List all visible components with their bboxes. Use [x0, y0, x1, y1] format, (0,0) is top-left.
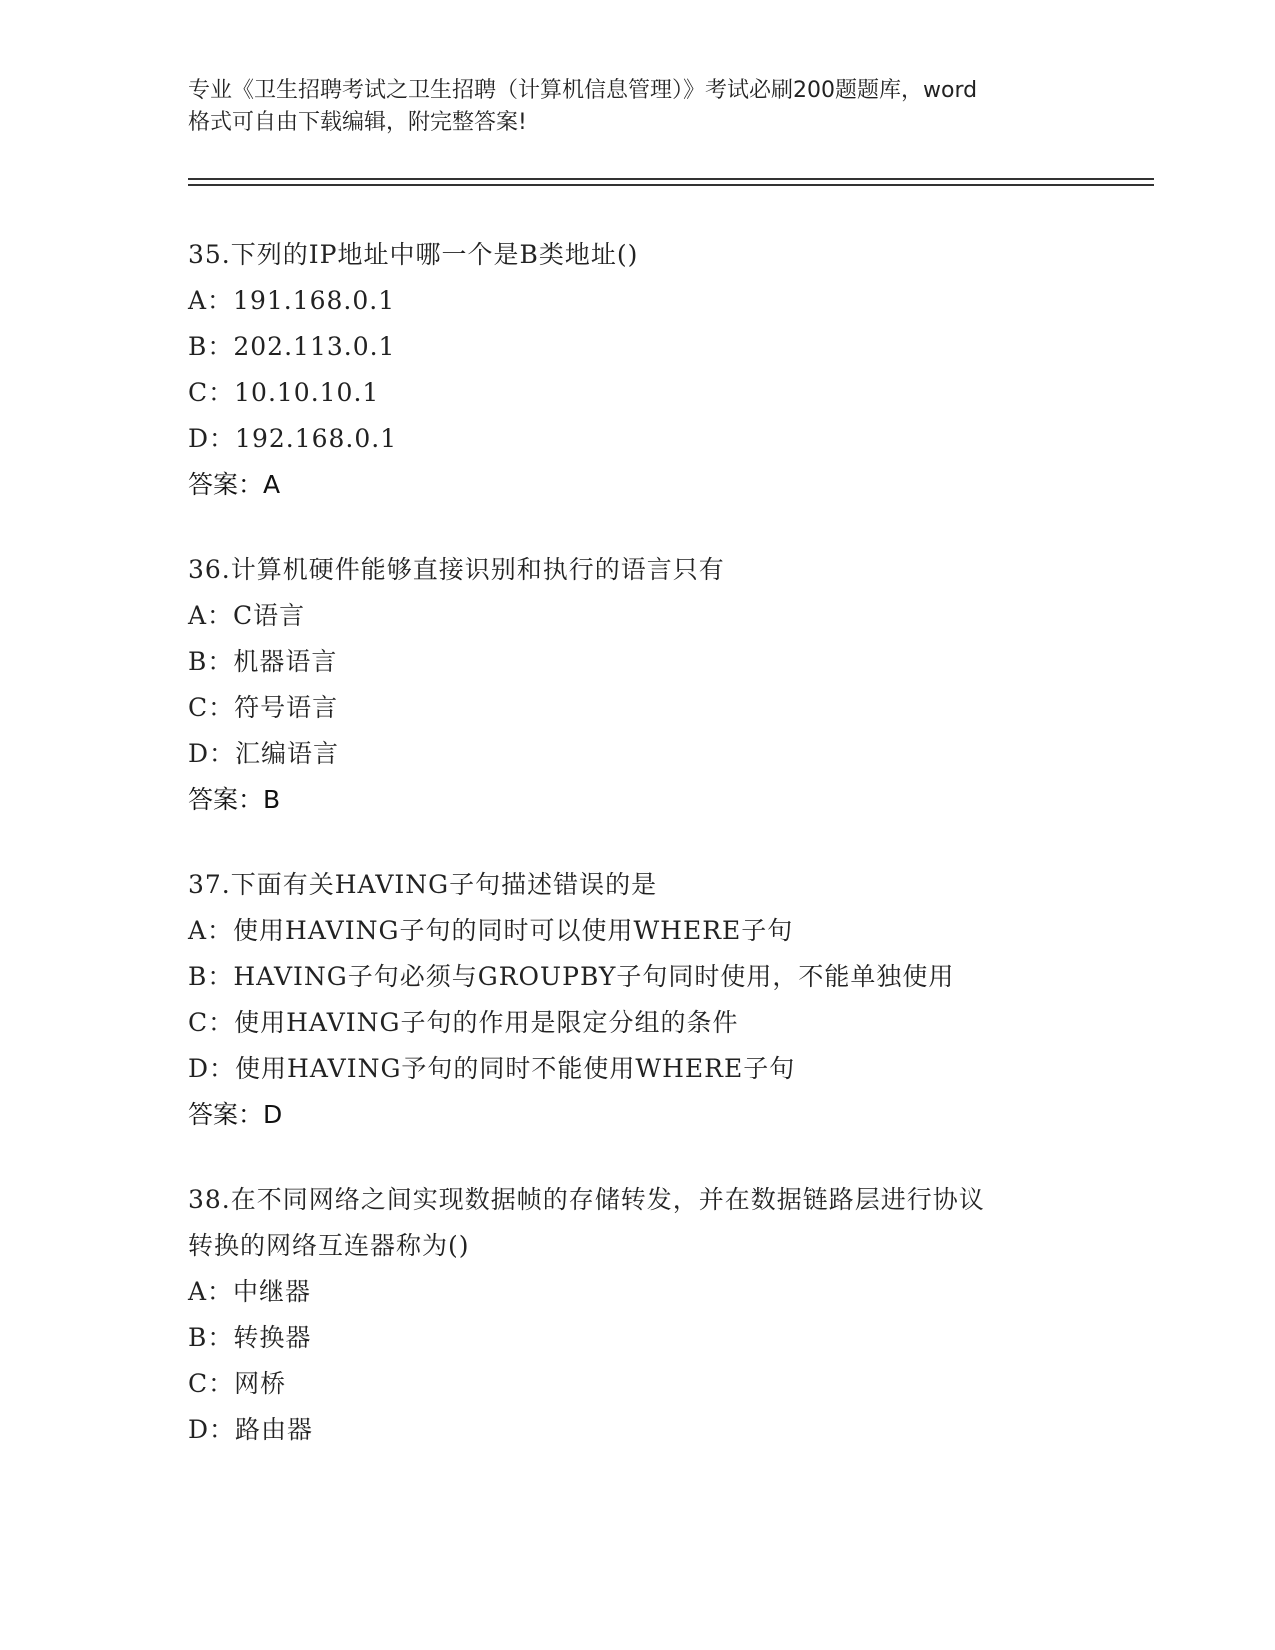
header-divider-top: [188, 178, 1154, 180]
option-a: A：使用HAVING子句的同时可以使用WHERE子句: [188, 916, 794, 945]
question-list: [188, 232, 1154, 1492]
option-a: A：191.168.0.1: [188, 286, 396, 315]
option-c: C：使用HAVING子句的作用是限定分组的条件: [188, 1008, 739, 1037]
answer-label: 答案：B: [188, 785, 281, 814]
option-d: D：192.168.0.1: [188, 424, 398, 453]
option-a: A：中继器: [188, 1277, 312, 1306]
question-35: [188, 232, 1154, 508]
question-stem: 37.下面有关HAVING子句描述错误的是: [188, 870, 658, 899]
option-c: C：网桥: [188, 1369, 287, 1398]
option-b: B：转换器: [188, 1323, 312, 1352]
question-36: [188, 547, 1154, 823]
document-header: [188, 75, 1108, 139]
answer-label: 答案：D: [188, 1100, 283, 1129]
question-stem: 35.下列的IP地址中哪一个是B类地址(): [188, 240, 639, 269]
question-37: [188, 862, 1154, 1138]
option-c: C：10.10.10.1: [188, 378, 380, 407]
option-d: D：路由器: [188, 1415, 314, 1444]
question-stem-line-2: 转换的网络互连器称为(): [188, 1231, 470, 1260]
header-title-line-1: 专业《卫生招聘考试之卫生招聘（计算机信息管理）》考试必刷200题题库，word: [188, 78, 978, 103]
option-b: B：HAVING子句必须与GROUPBY子句同时使用，不能单独使用: [188, 962, 955, 991]
question-stem-line-1: 38.在不同网络之间实现数据帧的存储转发，并在数据链路层进行协议: [188, 1185, 985, 1214]
option-d: D：汇编语言: [188, 739, 340, 768]
header-title-line-2: 格式可自由下载编辑，附完整答案!: [188, 110, 527, 135]
option-c: C：符号语言: [188, 693, 339, 722]
header-divider-bottom: [188, 184, 1154, 186]
option-d: D：使用HAVING予句的同时不能使用WHERE子句: [188, 1054, 796, 1083]
answer-label: 答案：A: [188, 470, 281, 499]
option-a: A：C语言: [188, 601, 306, 630]
question-stem: 36.计算机硬件能够直接识别和执行的语言只有: [188, 555, 725, 584]
option-b: B：机器语言: [188, 647, 338, 676]
question-38: [188, 1177, 1154, 1453]
option-b: B：202.113.0.1: [188, 332, 396, 361]
